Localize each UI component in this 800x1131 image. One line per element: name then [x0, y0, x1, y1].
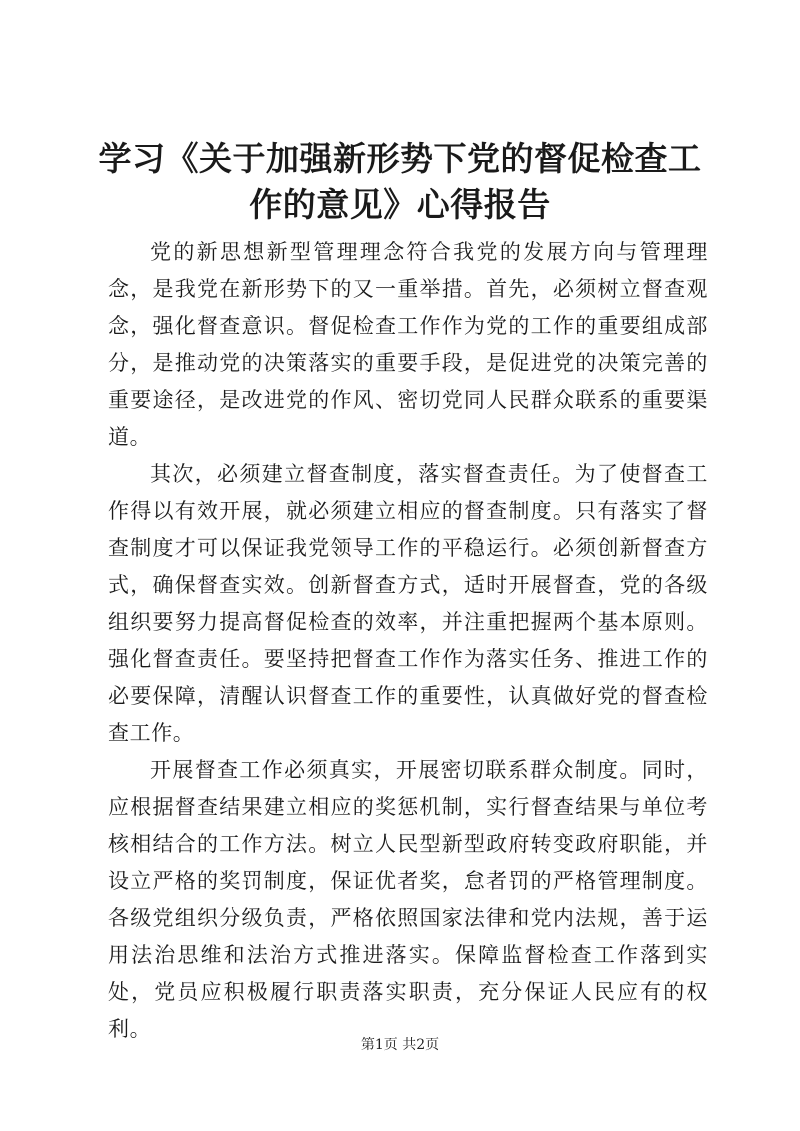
paragraph-3: 开展督查工作必须真实，开展密切联系群众制度。同时，应根据督查结果建立相应的奖惩机制，实行督查结果与单位考核相结合的工作方法。树立人民型新型政府转变政府职能，并设立严格的奖罚制度，保证优者奖，怠者罚的严格管理制度。各级党组织分级负责，严格依照国家法律和党内法规，善于运用法治思维和法治方式推进落实。保障监督检查工作落到实处，党员应积极履行职责落实职责，充分保证人民应有的权利。 [108, 758, 708, 1041]
page-indicator: 第1页 共2页 [360, 1037, 440, 1053]
paragraph-2: 其次，必须建立督查制度，落实督查责任。为了使督查工作得以有效开展，就必须建立相应的督查制度。只有落实了督查制度才可以保证我党领导工作的平稳运行。必须创新督查方式，确保督查实效。创新督查方式，适时开展督查，党的各级组织要努力提高督促检查的效率，并注重把握两个基本原则。强化督查责任。要坚持把督查工作作为落实任务、推进工作的必要保障，清醒认识督查工作的重要性，认真做好党的督查检查工作。 [108, 462, 708, 745]
paragraph-1: 党的新思想新型管理理念符合我党的发展方向与管理理念，是我党在新形势下的又一重举措。首先，必须树立督查观念，强化督查意识。督促检查工作作为党的工作的重要组成部分，是推动党的决策落实的重要手段，是促进党的决策完善的重要途径，是改进党的作风、密切党同人民群众联系的重要渠道。 [108, 240, 708, 449]
document-body [108, 234, 708, 1048]
document-title: 学习《关于加强新形势下党的督促检查工作的意见》心得报告 [98, 139, 702, 224]
page-footer [0, 1035, 800, 1055]
